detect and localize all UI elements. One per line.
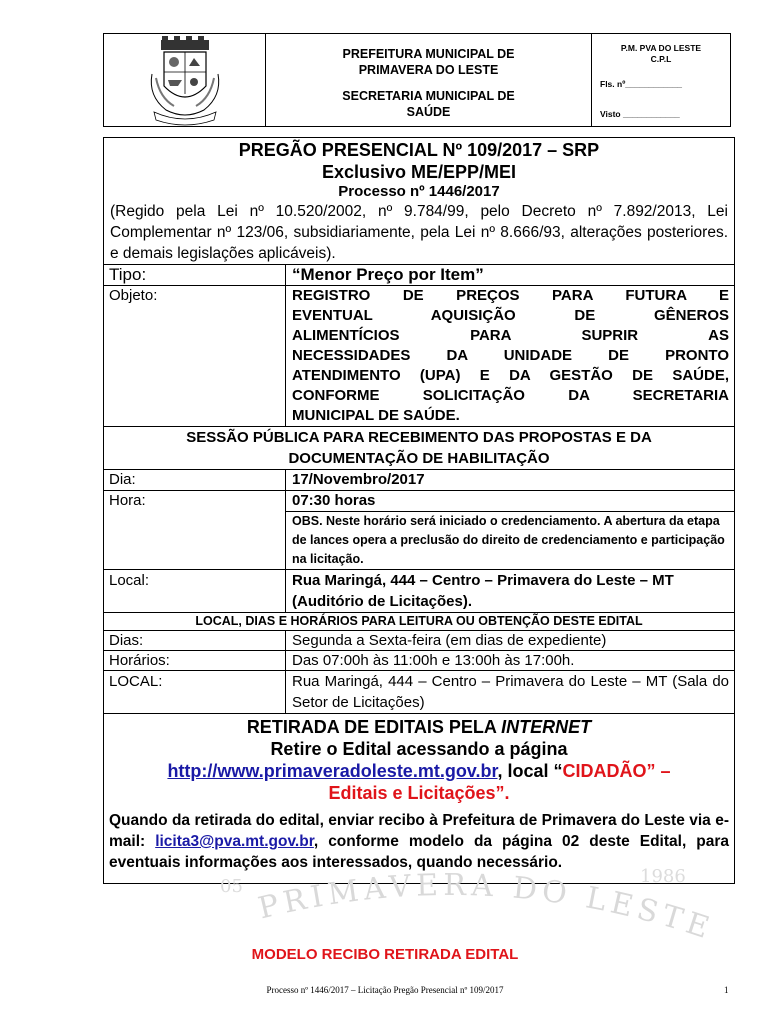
coat-of-arms-cell xyxy=(104,34,266,126)
editais-licitacoes: Editais e Licitações”. xyxy=(328,783,510,803)
obs-box xyxy=(286,511,734,569)
horarios-row xyxy=(104,650,734,670)
dia-row xyxy=(104,469,734,490)
hora-row xyxy=(104,490,734,569)
hora-label: Hora: xyxy=(104,491,286,569)
coat-of-arms-icon xyxy=(104,34,264,126)
horarios-label: Horários: xyxy=(104,651,286,670)
objeto-line: ALIMENTÍCIOS PARA SUPRIR AS xyxy=(292,327,729,344)
objeto-value xyxy=(286,286,734,426)
tipo-label: Tipo: xyxy=(104,265,286,285)
regido-paragraph: (Regido pela Lei nº 10.520/2002, nº 9.784/99, pelo Decreto nº 7.892/2013, Lei Complementar nº 123/06, subsidiariamente, pela Lei nº 8.666/93, alterações posteriores. e demais legislações aplicáveis). xyxy=(110,203,728,262)
leitura-header: LOCAL, DIAS E HORÁRIOS PARA LEITURA OU OBTENÇÃO DESTE EDITAL xyxy=(104,612,734,630)
cidadao-word: CIDADÃO xyxy=(562,761,647,781)
watermark-text: PRIMAVERA DO LESTE xyxy=(254,867,718,948)
fls-field: Fls. nº____________ xyxy=(600,79,683,89)
objeto-line: REGISTRO DE PREÇOS PARA FUTURA E xyxy=(292,287,729,304)
header-control xyxy=(592,34,730,126)
retirada-url-line: http://www.primaveradoleste.mt.gov.br, local “CIDADÃO” – xyxy=(167,761,671,781)
local-label: Local: xyxy=(104,570,286,612)
page-footer: Processo nº 1446/2017 – Licitação Pregão Presencial nº 109/2017 xyxy=(266,985,504,995)
dia-value: 17/Novembro/2017 xyxy=(292,471,425,488)
sessao-line-2: DOCUMENTAÇÃO DE HABILITAÇÃO xyxy=(288,450,550,467)
objeto-line: ATENDIMENTO (UPA) E DA GESTÃO DE SAÚDE, xyxy=(292,367,729,384)
internet-word: INTERNET xyxy=(501,717,592,737)
dia-label: Dia: xyxy=(104,470,286,490)
horarios-value: Das 07:00h às 11:00h e 13:00h às 17:00h. xyxy=(292,652,575,669)
website-link[interactable]: http://www.primaveradoleste.mt.gov.br xyxy=(167,761,498,781)
sessao-line-1: SESSÃO PÚBLICA PARA RECEBIMENTO DAS PROPOSTAS E DA xyxy=(186,429,652,446)
document-header xyxy=(103,33,731,127)
dias-row xyxy=(104,630,734,650)
objeto-line: CONFORME SOLICITAÇÃO DA SECRETARIA xyxy=(292,387,729,404)
local-row xyxy=(104,569,734,612)
org-line-2: PRIMAVERA DO LESTE xyxy=(358,63,499,77)
local2-row xyxy=(104,670,734,713)
pm-line-2: C.P.L xyxy=(650,54,672,64)
local2-value: Rua Maringá, 444 – Centro – Primavera do Leste – MT (Sala do Setor de Licitações) xyxy=(292,673,729,711)
header-organization xyxy=(266,34,592,126)
pm-line-1: P.M. PVA DO LESTE xyxy=(620,43,702,53)
visto-field: Visto ____________ xyxy=(600,109,680,119)
hora-value: 07:30 horas xyxy=(292,492,376,509)
watermark-seal xyxy=(170,860,730,960)
obs-text: OBS. Neste horário será iniciado o credenciamento. A abertura da etapa de lances opera a preclusão do direito de credenciamento e participação na licitação. xyxy=(292,514,725,566)
watermark-left-number: 05 xyxy=(220,876,243,897)
objeto-line: EVENTUAL AQUISIÇÃO DE GÊNEROS xyxy=(292,307,729,324)
local-value: Rua Maringá, 444 – Centro – Primavera do Leste – MT (Auditório de Licitações). xyxy=(292,572,674,610)
watermark-right-number: 1986 xyxy=(640,866,686,887)
exclusivo-line: Exclusivo ME/EPP/MEI xyxy=(321,162,517,182)
pregao-title: PREGÃO PRESENCIAL Nº 109/2017 – SRP xyxy=(238,140,600,160)
secretaria-line-2: SAÚDE xyxy=(406,105,451,119)
hora-value-cell xyxy=(286,491,734,569)
local2-label: LOCAL: xyxy=(104,671,286,713)
objeto-line: NECESSIDADES DA UNIDADE DE PRONTO xyxy=(292,347,729,364)
tipo-row xyxy=(104,264,734,285)
dias-value: Segunda a Sexta-feira (em dias de expediente) xyxy=(292,632,607,649)
retirada-title: RETIRADA DE EDITAIS PELA INTERNET xyxy=(246,717,592,737)
edital-summary-box xyxy=(103,137,735,884)
quando-paragraph: Quando da retirada do edital, enviar recibo à Prefeitura de Primavera do Leste via e-mail: licita3@pva.mt.gov.br, conforme modelo da página 02 deste Edital, para eventuais informações aos interessados, quando necessário. xyxy=(109,812,729,871)
org-line-1: PREFEITURA MUNICIPAL DE xyxy=(342,47,515,61)
email-link[interactable]: licita3@pva.mt.gov.br xyxy=(155,833,314,850)
processo-line: Processo nº 1446/2017 xyxy=(338,183,500,200)
tipo-value: “Menor Preço por Item” xyxy=(292,265,484,284)
modelo-recibo-title: MODELO RECIBO RETIRADA EDITAL xyxy=(251,946,519,963)
objeto-row xyxy=(104,285,734,426)
objeto-label: Objeto: xyxy=(104,286,286,426)
dias-label: Dias: xyxy=(104,631,286,650)
retirada-section xyxy=(104,713,734,804)
objeto-line: MUNICIPAL DE SAÚDE. xyxy=(292,407,460,424)
secretaria-line-1: SECRETARIA MUNICIPAL DE xyxy=(342,89,515,103)
retirada-instruction: Retire o Edital acessando a página xyxy=(270,739,568,759)
sessao-header xyxy=(104,426,734,469)
page-number: 1 xyxy=(724,985,729,995)
